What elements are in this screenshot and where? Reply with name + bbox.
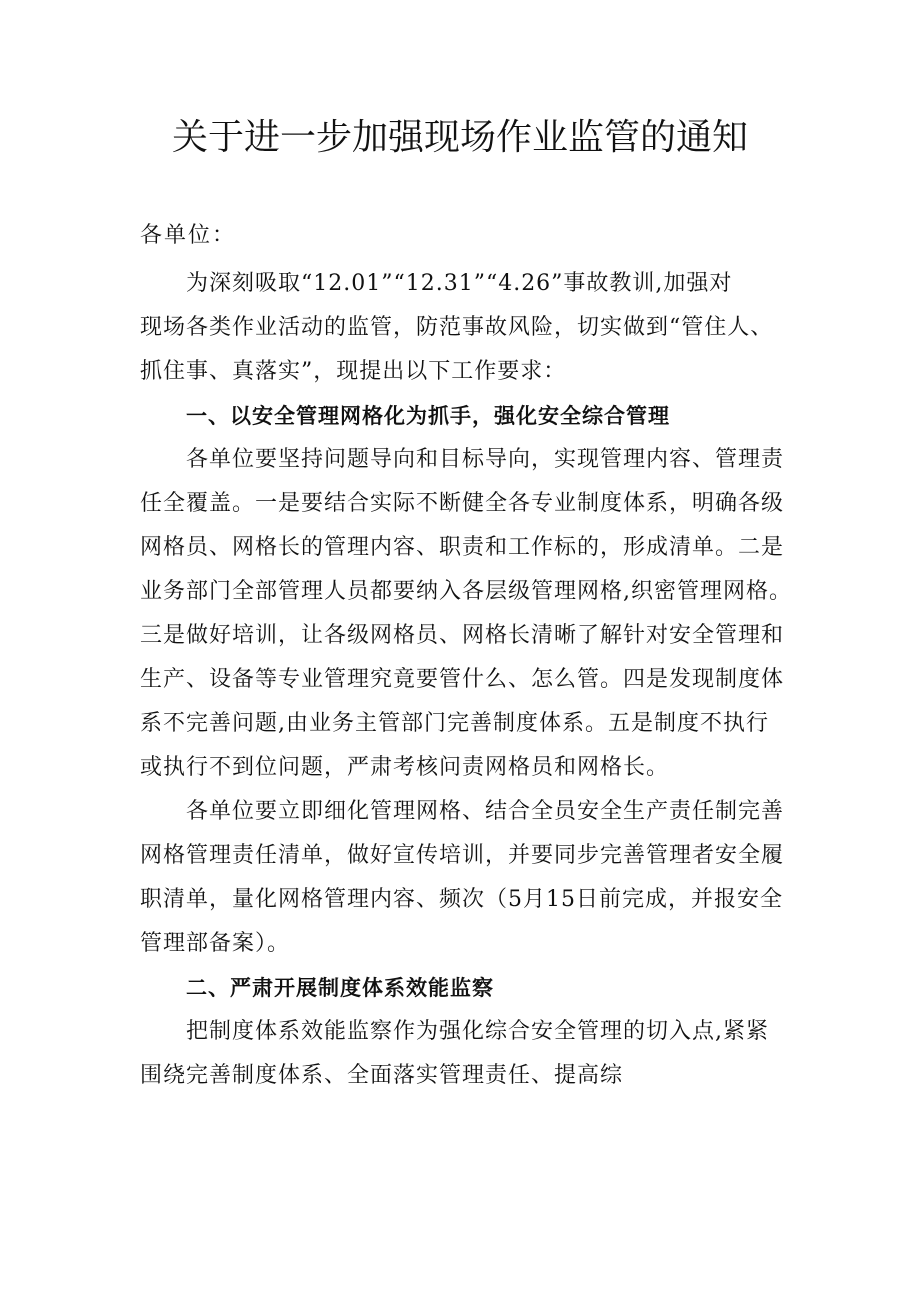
paragraph-line: 系不完善问题,由业务主管部门完善制度体系。五是制度不执行 [140, 711, 769, 736]
paragraph-line: 管理部备案）。 [140, 931, 291, 956]
section1-paragraph-2 [140, 790, 805, 966]
intro-paragraph [140, 262, 805, 394]
document-title: 关于进一步加强现场作业监管的通知 [171, 117, 748, 158]
paragraph-line: 业务部门全部管理人员都要纳入各层级管理网格,织密管理网格。 [140, 579, 792, 604]
paragraph-line: 网格员、网格长的管理内容、职责和工作标的，形成清单。二是 [140, 535, 785, 560]
intro-line: 为深刻吸取“12.01”“12.31”“4.26”事故教训,加强对 [186, 271, 733, 296]
paragraph-line: 网格管理责任清单，做好宣传培训，并要同步完善管理者安全履 [140, 843, 785, 868]
section-heading-2: 二、严肃开展制度体系效能监察 [186, 976, 494, 1000]
paragraph-line: 生产、设备等专业管理究竟要管什么、怎么管。四是发现制度体 [140, 667, 785, 692]
paragraph-line: 三是做好培训，让各级网格员、网格长清晰了解针对安全管理和 [140, 623, 785, 648]
salutation: 各单位： [140, 223, 237, 248]
document-body [140, 262, 805, 1098]
paragraph-line: 各单位要坚持问题导向和目标导向，实现管理内容、管理责 [186, 447, 785, 472]
intro-line: 抓住事、真落实”，现提出以下工作要求： [140, 359, 567, 384]
paragraph-line: 任全覆盖。一是要结合实际不断健全各专业制度体系，明确各级 [140, 491, 785, 516]
paragraph-line: 各单位要立即细化管理网格、结合全员安全生产责任制完善 [186, 799, 785, 824]
paragraph-line: 职清单，量化网格管理内容、频次（5月15日前完成，并报安全 [140, 887, 783, 912]
section1-paragraph-1 [140, 438, 805, 790]
paragraph-line: 围绕完善制度体系、全面落实管理责任、提高综 [140, 1063, 624, 1088]
section-heading-1: 一、以安全管理网格化为抓手，强化安全综合管理 [186, 404, 670, 428]
section2-paragraph-1 [140, 1010, 805, 1098]
paragraph-line: 或执行不到位问题，严肃考核问责网格员和网格长。 [140, 755, 670, 780]
intro-line: 现场各类作业活动的监管，防范事故风险，切实做到“管住人、 [140, 315, 774, 340]
paragraph-line: 把制度体系效能监察作为强化综合安全管理的切入点,紧紧 [186, 1019, 769, 1044]
